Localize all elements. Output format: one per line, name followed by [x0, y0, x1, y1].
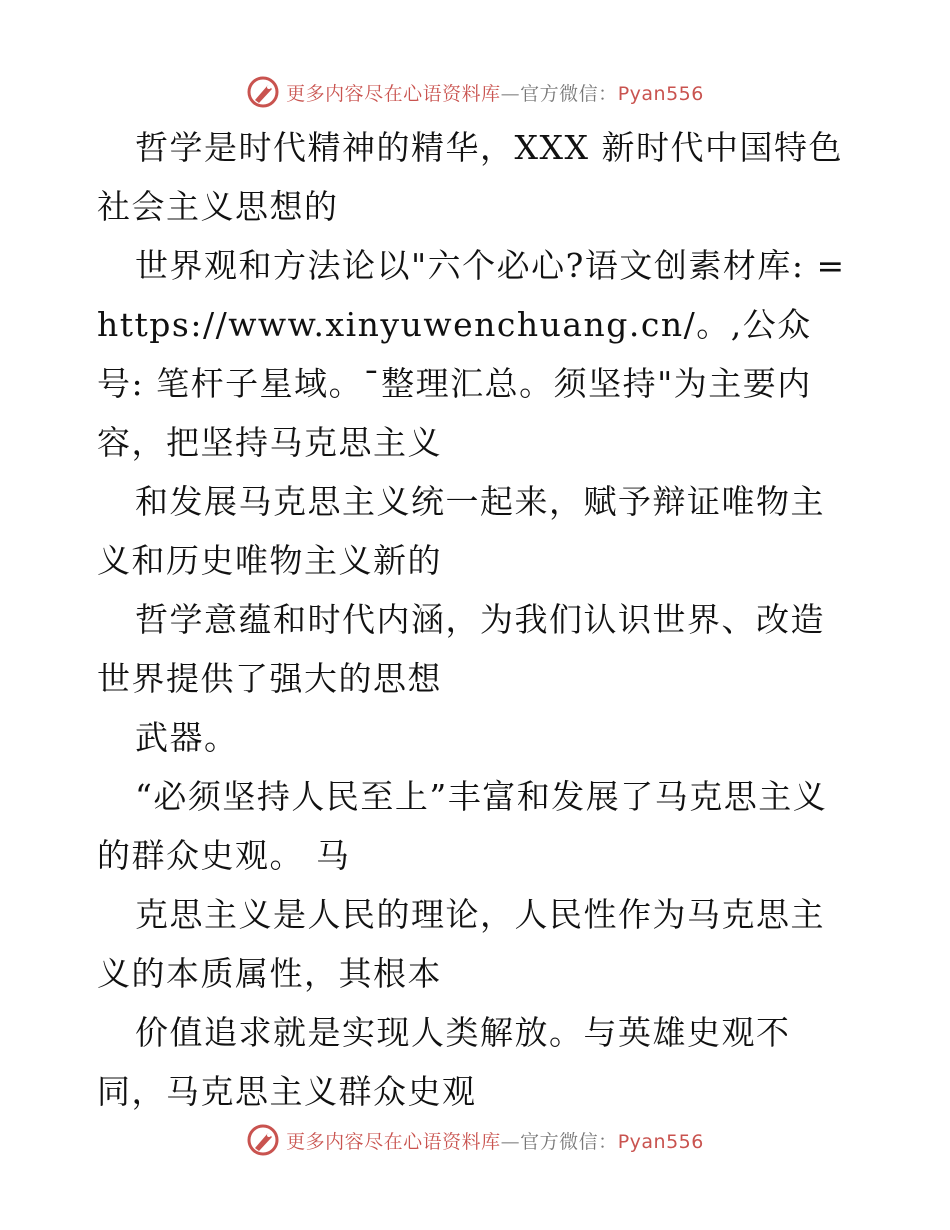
paragraph: 价值追求就是实现人类解放。与英雄史观不同，马克思主义群众史观: [97, 1013, 791, 1111]
paragraph: 哲学意蕴和时代内涵，为我们认识世界、改造世界提供了强大的思想: [97, 600, 825, 698]
paragraph: 克思主义是人民的理论，人民性作为马克思主义的本质属性，其根本: [97, 895, 825, 993]
paragraph: 和发展马克思主义统一起来，赋予辩证唯物主义和历史唯物主义新的: [97, 482, 825, 580]
paragraph: 哲学是时代精神的精华，XXX 新时代中国特色社会主义思想的: [97, 128, 843, 226]
banner-brand: 更多内容尽在心语资料库: [286, 82, 501, 105]
banner-separator: —: [500, 82, 521, 105]
banner-text: [286, 1127, 704, 1154]
banner-text: [286, 79, 704, 106]
footer-banner: [0, 1120, 950, 1160]
banner-wechat-label: 官方微信：: [520, 82, 618, 105]
banner-wechat-id: Pyan556: [617, 82, 704, 105]
paragraph: “必须坚持人民至上”丰富和发展了马克思主义的群众史观。 马: [97, 777, 828, 875]
banner-wechat-id: Pyan556: [617, 1130, 704, 1153]
banner-brand: 更多内容尽在心语资料库: [286, 1130, 501, 1153]
banner-separator: —: [500, 1130, 521, 1153]
pen-nib-logo-icon: [246, 75, 280, 109]
paragraph: 世界观和方法论以"六个必心?语文创素材库: =https://www.xinyuwenchuang.cn/。,公众号: 笔杆子星域。¯整理汇总。须坚持"为主要内容，把坚持马克思主义: [97, 246, 846, 462]
paragraph: 武器。: [135, 718, 239, 757]
pen-nib-logo-icon: [246, 1123, 280, 1157]
banner-wechat-label: 官方微信：: [520, 1130, 618, 1153]
document-body: [97, 118, 857, 1121]
header-banner: [0, 72, 950, 112]
